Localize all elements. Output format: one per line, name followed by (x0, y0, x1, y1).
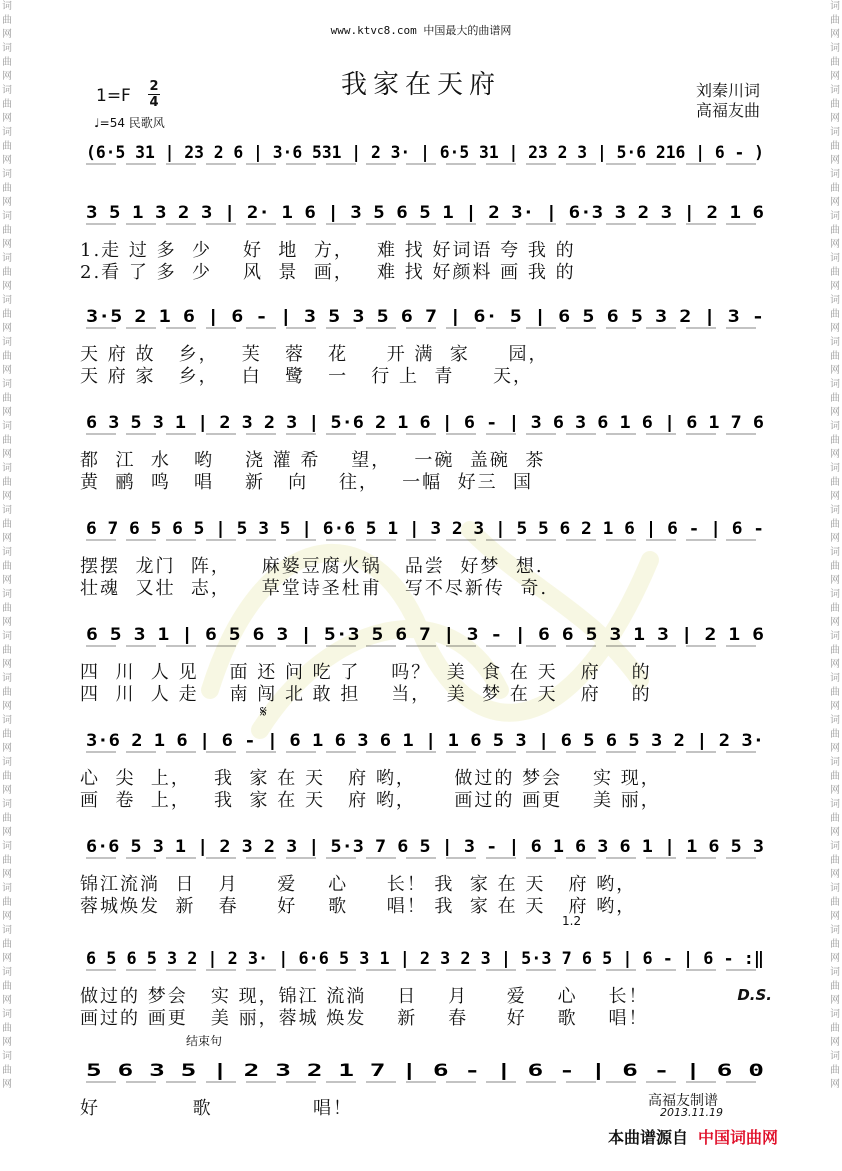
notation-svg (80, 132, 770, 172)
coda-label: 结束句 (186, 1034, 223, 1048)
lyric-verse-1: 四 川 人 见 面 还 问 吃 了 吗？ 美 食 在 天 府 的 (80, 662, 652, 683)
right-watermark-strip: 词曲网词曲网词曲网词曲网词曲网词曲网词曲网词曲网词曲网词曲网词曲网词曲网词曲网词曲网词曲网词曲网词曲网词曲网词曲网词曲网词曲网词曲网词曲网词曲网词曲网词曲网 (830, 1, 840, 1090)
notation-text: 6 7 6 5 6 5 | 5 3 5 | 6·6 5 1 | 3 2 3 | 5 5 6 2 1 6 | 6 - | 6 - (86, 519, 764, 539)
notation-line (80, 508, 770, 548)
notation-line (80, 720, 770, 760)
lyric-verse-1: 天 府 故 乡， 芙 蓉 花 开 满 家 园， (80, 344, 549, 365)
notation-svg (80, 614, 770, 654)
notation-line (80, 132, 770, 172)
meter-bottom: 4 (149, 95, 159, 110)
score-maker: 高福友制谱 (648, 1093, 718, 1109)
notation-line (80, 296, 770, 336)
notation-text: 5 6 3 5 | 2 3 2 1 7 | 6 - | 6 - | 6 - | 6 0 (86, 1061, 764, 1081)
composer-credit: 高福友曲 (695, 101, 760, 120)
notation-text: 3·6 2 1 6 | 6 - | 6 1 6 3 6 1 | 1 6 5 3 | 6 5 6 5 3 2 | 2 3· (86, 731, 764, 751)
notation-text: 6 3 5 3 1 | 2 3 2 3 | 5·6 2 1 6 | 6 - | 3 6 3 6 1 6 | 6 1 7 6 (86, 413, 764, 433)
notation-line (80, 1050, 770, 1090)
lyric-verse-1: 摆摆 龙门 阵， 麻婆豆腐火锅 品尝 好梦 想. (80, 556, 544, 577)
notation-line (80, 402, 770, 442)
left-watermark-strip: 词曲网词曲网词曲网词曲网词曲网词曲网词曲网词曲网词曲网词曲网词曲网词曲网词曲网词曲网词曲网词曲网词曲网词曲网词曲网词曲网词曲网词曲网词曲网词曲网词曲网词曲网 (2, 1, 12, 1090)
notation-svg (80, 192, 770, 232)
lyric-verse-2: 壮魂 又壮 志， 草堂诗圣杜甫 写不尽新传 奇. (80, 578, 549, 599)
notation-svg (80, 938, 770, 978)
song-title: 我家在天府 (340, 70, 501, 100)
lyric-verse-2: 2.看 了 多 少 风 景 画， 难 找 好颜料 画 我 的 (80, 262, 576, 283)
lyric-verse-1: 做过的 梦会 实 现，锦江 流淌 日 月 爱 心 长！ (80, 986, 649, 1007)
lyric-verse-2: 黄 鹂 鸣 唱 新 向 往， 一幅 好三 国 (80, 472, 534, 493)
notation-line (80, 826, 770, 866)
lyric-verse-2: 天 府 家 乡， 白 鹭 一 行 上 青 天， (80, 366, 534, 387)
lyric-verse-1: 好 歌 唱！ (80, 1098, 354, 1119)
notation-text: 6·6 5 3 1 | 2 3 2 3 | 5·3 7 6 5 | 3 - | 6 1 6 3 6 1 | 1 6 5 3 (86, 837, 764, 857)
notation-svg (80, 1050, 770, 1090)
notation-text: (6·5 31 | 23 2 6 | 3·6 531 | 2 3· | 6·5 31 | 23 2 3 | 5·6 216 | 6 - ) (86, 143, 764, 163)
key-signature: 1=F (96, 86, 131, 106)
notation-svg (80, 826, 770, 866)
source-label: 本曲谱源自 (608, 1128, 689, 1147)
notation-svg (80, 402, 770, 442)
score-date: 2013.11.19 (660, 1106, 723, 1119)
source-line (608, 1125, 778, 1148)
volta-bracket-label: 1.2 (562, 914, 582, 928)
lyric-verse-2: 四 川 人 走 南 闯 北 敢 担 当， 美 梦 在 天 府 的 (80, 684, 652, 705)
notation-text: 3 5 1 3 2 3 | 2· 1 6 | 3 5 6 5 1 | 2 3· | 6·3 3 2 3 | 2 1 6 (86, 203, 764, 223)
notation-svg (80, 720, 770, 760)
notation-svg (80, 296, 770, 336)
site-url-line: www.ktvc8.com 中国最大的曲谱网 (330, 24, 512, 37)
notation-line (80, 614, 770, 654)
notation-line (80, 192, 770, 232)
lyric-verse-2: 画 卷 上， 我 家 在 天 府 哟， 画过的 画更 美 丽， (80, 790, 661, 811)
notation-line (80, 938, 770, 978)
lyric-verse-1: 心 尖 上， 我 家 在 天 府 哟， 做过的 梦会 实 现， (80, 768, 661, 789)
notation-text: 6 5 3 1 | 6 5 6 3 | 5·3 5 6 7 | 3 - | 6 6 5 3 1 3 | 2 1 6 (86, 625, 764, 645)
notation-text: 6 5 6 5 3 2 | 2 3· | 6·6 5 3 1 | 2 3 2 3 | 5·3 7 6 5 | 6 - | 6 - :‖ (86, 949, 764, 969)
tempo-marking: ♩=54 民歌风 (94, 116, 165, 130)
source-brand[interactable]: 中国词曲网 (698, 1128, 779, 1147)
segno-sign: 𝄋 (260, 702, 267, 721)
notation-text: 3·5 2 1 6 | 6 - | 3 5 3 5 6 7 | 6· 5 | 6 5 6 5 3 2 | 3 - (86, 307, 764, 327)
time-signature (148, 79, 160, 110)
lyric-verse-2: 蓉城焕发 新 春 好 歌 唱！ 我 家 在 天 府 哟， (80, 896, 637, 917)
lyric-verse-1: 都 江 水 哟 浇 灌 希 望， 一碗 盖碗 茶 (80, 450, 546, 471)
lyric-verse-1: 1.走 过 多 少 好 地 方， 难 找 好词语 夸 我 的 (80, 240, 576, 261)
meter-top: 2 (149, 79, 159, 94)
ds-marking: D.S. (737, 986, 772, 1004)
lyricist-credit: 刘秦川词 (695, 81, 760, 100)
lyric-verse-2: 画过的 画更 美 丽，蓉城 焕发 新 春 好 歌 唱！ (80, 1008, 649, 1029)
lyric-verse-1: 锦江流淌 日 月 爱 心 长！ 我 家 在 天 府 哟， (80, 874, 637, 895)
notation-svg (80, 508, 770, 548)
